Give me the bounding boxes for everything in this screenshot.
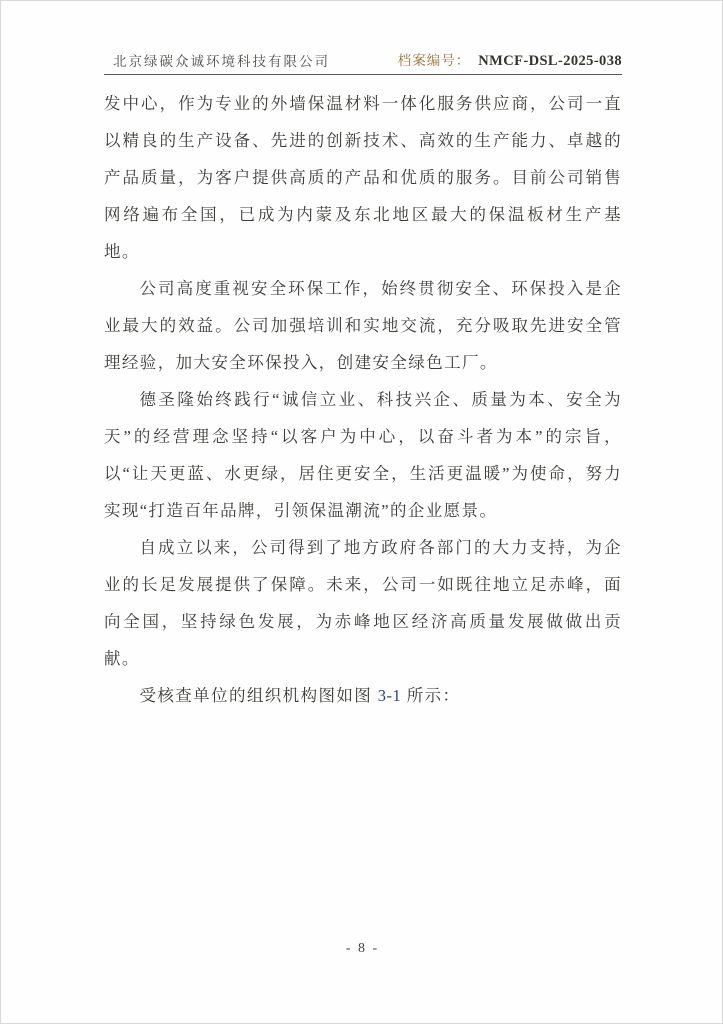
page-number: - 8 - <box>345 941 380 956</box>
company-name: 北京绿碳众诚环境科技有限公司 <box>113 54 330 69</box>
archive-number <box>398 49 622 70</box>
archive-number-code: NMCF-DSL-2025-038 <box>478 53 622 69</box>
figure-intro-prefix: 受核查单位的组织机构图如图 <box>139 686 378 705</box>
archive-number-label: 档案编号： <box>397 53 471 68</box>
paragraph-figure-intro <box>104 677 622 714</box>
paragraph-company-philosophy: 德圣隆始终践行“诚信立业、科技兴企、质量为本、安全为天”的经营理念坚持“以客户为中心，以奋斗者为本”的宗旨，以“让天更蓝、水更绿，居住更安全，生活更温暖”为使命，努力实现“打造百年品牌，引领保温潮流”的企业愿景。 <box>104 390 622 520</box>
page-footer <box>1 939 723 957</box>
page-header <box>104 49 622 70</box>
header-rule <box>104 74 622 75</box>
figure-reference: 3-1 <box>377 686 402 705</box>
paragraph-safety-environment: 公司高度重视安全环保工作，始终贯彻安全、环保投入是企业最大的效益。公司加强培训和实地交流，充分吸取先进安全管理经验，加大安全环保投入，创建安全绿色工厂。 <box>104 279 622 372</box>
document-body <box>104 85 622 714</box>
paragraph-government-support: 自成立以来，公司得到了地方政府各部门的大力支持，为企业的长足发展提供了保障。未来，公司一如既往地立足赤峰，面向全国，坚持绿色发展，为赤峰地区经济高质量发展做做出贡献。 <box>104 538 622 668</box>
paragraph-company-intro: 发中心，作为专业的外墙保温材料一体化服务供应商，公司一直以精良的生产设备、先进的创新技术、高效的生产能力、卓越的产品质量，为客户提供高质的产品和优质的服务。目前公司销售网络遍布全国，已成为内蒙及东北地区最大的保温板材生产基地。 <box>104 94 622 261</box>
figure-intro-suffix: 所示： <box>401 686 461 705</box>
